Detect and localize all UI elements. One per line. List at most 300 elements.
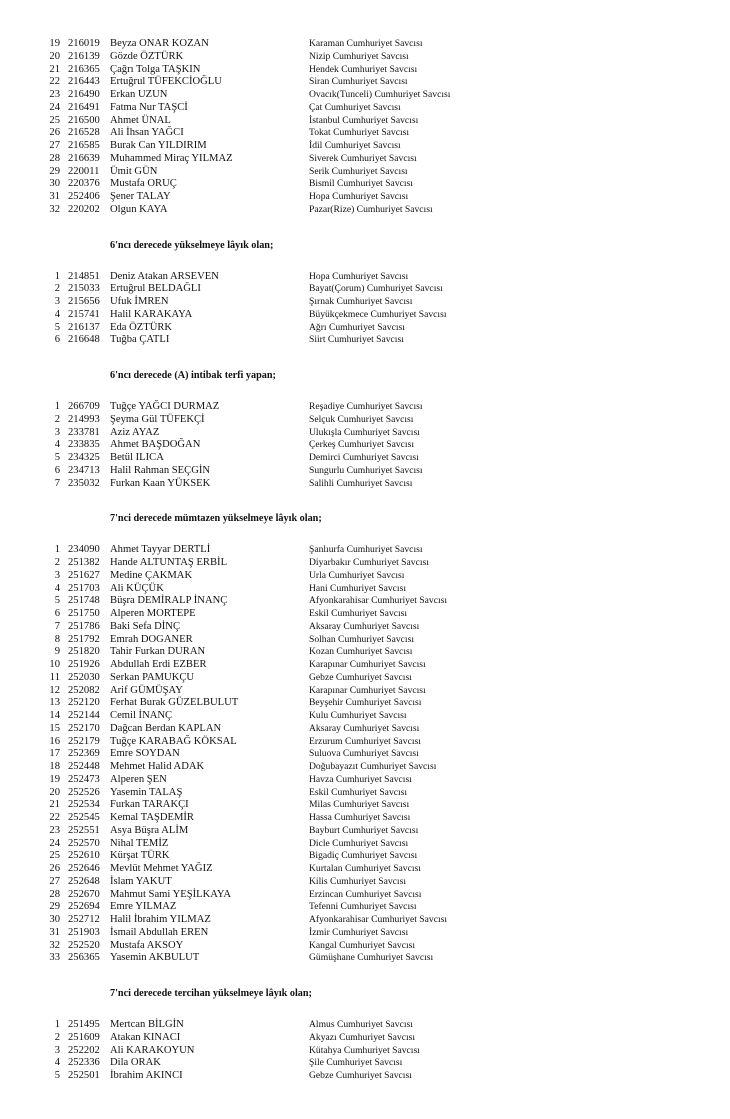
post-title: Aksaray Cumhuriyet Savcısı	[309, 620, 420, 632]
registry-number: 214993	[68, 413, 100, 425]
table-row	[0, 850, 730, 863]
person-name: Hande ALTUNTAŞ ERBİL	[110, 557, 228, 568]
post-title: Ağrı Cumhuriyet Savcısı	[309, 321, 405, 333]
row-number: 6	[54, 464, 60, 476]
post-title: Tokat Cumhuriyet Savcısı	[309, 127, 410, 139]
row-number: 3	[54, 1044, 60, 1056]
post-title: Pazar(Rize) Cumhuriyet Savcısı	[309, 203, 433, 215]
registry-number: 252610	[68, 850, 100, 862]
registry-number: 220011	[68, 165, 100, 177]
person-name: Tuğçe YAĞCI DURMAZ	[110, 401, 220, 412]
person-name: Emre SOYDAN	[110, 748, 180, 760]
post-title: Serik Cumhuriyet Savcısı	[309, 165, 408, 177]
registry-number: 251926	[68, 659, 100, 670]
table-row	[0, 787, 730, 800]
post-title: Karapınar Cumhuriyet Savcısı	[309, 684, 426, 696]
row-number: 21	[49, 63, 60, 75]
post-title: Siran Cumhuriyet Savcısı	[309, 76, 408, 88]
registry-number: 251382	[68, 557, 100, 568]
registry-number: 216528	[68, 127, 100, 139]
post-title: Beyşehir Cumhuriyet Savcısı	[309, 697, 422, 709]
registry-number: 266709	[68, 401, 100, 412]
table-row	[0, 570, 730, 583]
table-row	[0, 178, 730, 191]
section-3	[0, 490, 730, 965]
registry-number: 252473	[68, 773, 100, 785]
person-name: Halil Rahman SEÇGİN	[110, 464, 211, 476]
table-row	[0, 889, 730, 902]
section-heading: 7'nci derecede tercihan yükselmeye lâyık olan;	[110, 988, 312, 999]
person-name: İsmail Abdullah EREN	[110, 926, 209, 938]
row-number: 5	[54, 595, 60, 607]
registry-number: 220202	[68, 203, 100, 215]
person-name: Çağrı Tolga TAŞKIN	[110, 63, 201, 75]
post-title: Doğubayazıt Cumhuriyet Savcısı	[309, 761, 437, 772]
person-name: Kemal TAŞDEMİR	[110, 812, 194, 823]
table-row	[0, 659, 730, 672]
registry-number: 252030	[68, 671, 100, 683]
post-title: Çat Cumhuriyet Savcısı	[309, 101, 401, 113]
row-number: 2	[54, 283, 60, 295]
person-name: Abdullah Erdi EZBER	[110, 659, 207, 670]
table-row	[0, 296, 730, 309]
registry-number: 251495	[68, 1019, 100, 1030]
registry-number: 215033	[68, 283, 100, 295]
table-row	[0, 608, 730, 621]
table-row	[0, 38, 730, 51]
row-number: 6	[54, 334, 60, 346]
person-name: Gözde ÖZTÜRK	[110, 50, 184, 62]
row-number: 26	[49, 863, 60, 874]
row-number: 22	[49, 76, 60, 88]
post-title: Solhan Cumhuriyet Savcısı	[309, 633, 414, 645]
registry-number: 252336	[68, 1057, 100, 1069]
post-title: Hani Cumhuriyet Savcısı	[309, 582, 406, 594]
table-row	[0, 309, 730, 322]
row-number: 32	[49, 203, 60, 215]
person-name: Ümit GÜN	[110, 165, 158, 177]
table-row	[0, 166, 730, 179]
post-title: Havza Cumhuriyet Savcısı	[309, 773, 412, 785]
post-title: Bayburt Cumhuriyet Savcısı	[309, 824, 419, 836]
registry-number: 251703	[68, 582, 100, 594]
registry-number: 252082	[68, 684, 100, 696]
person-name: Beyza ONAR KOZAN	[110, 38, 209, 49]
table-row	[0, 401, 730, 414]
row-number: 27	[49, 140, 60, 151]
post-title: Gebze Cumhuriyet Savcısı	[309, 671, 412, 683]
person-name: Baki Sefa DİNÇ	[110, 620, 181, 632]
registry-number: 234090	[68, 544, 100, 556]
person-name: Aziz AYAZ	[110, 426, 160, 438]
person-name: Cemil İNANÇ	[110, 710, 173, 721]
post-title: Selçuk Cumhuriyet Savcısı	[309, 413, 414, 425]
row-number: 8	[54, 633, 60, 645]
table-row	[0, 1070, 730, 1083]
table-row	[0, 1032, 730, 1045]
row-number: 1	[54, 401, 60, 412]
post-title: Sungurlu Cumhuriyet Savcısı	[309, 464, 423, 476]
table-row	[0, 914, 730, 927]
post-title: Kangal Cumhuriyet Savcısı	[309, 939, 416, 951]
person-name: Halil KARAKAYA	[110, 308, 193, 320]
registry-number: 233835	[68, 439, 100, 451]
table-row	[0, 812, 730, 825]
row-number: 4	[54, 1057, 60, 1069]
registry-number: 251786	[68, 620, 100, 632]
table-row	[0, 544, 730, 557]
person-name: Ferhat Burak GÜZELBULUT	[110, 697, 239, 709]
table-row	[0, 557, 730, 570]
row-number: 32	[49, 939, 60, 951]
table-row	[0, 901, 730, 914]
person-name: Ufuk İMREN	[110, 296, 169, 307]
table-row	[0, 334, 730, 347]
person-name: Şener TALAY	[110, 191, 171, 202]
person-name: Mehmet Halid ADAK	[110, 761, 205, 772]
row-number: 15	[49, 722, 60, 734]
post-title: Kütahya Cumhuriyet Savcısı	[309, 1044, 420, 1056]
row-number: 24	[49, 101, 60, 113]
post-title: Ulukışla Cumhuriyet Savcısı	[309, 426, 420, 438]
table-row	[0, 1045, 730, 1058]
row-number: 29	[49, 901, 60, 913]
person-name: Dağcan Berdan KAPLAN	[110, 722, 222, 734]
table-row	[0, 634, 730, 647]
row-number: 3	[54, 296, 60, 307]
row-number: 11	[49, 671, 60, 683]
person-name: Ertuğrul TÜFEKCİOĞLU	[110, 76, 222, 88]
post-title: Eskil Cumhuriyet Savcısı	[309, 786, 408, 798]
post-title: Demirci Cumhuriyet Savcısı	[309, 452, 419, 463]
registry-number: 252712	[68, 914, 100, 925]
person-name: Arif GÜMÜŞAY	[110, 684, 183, 696]
post-title: Şile Cumhuriyet Savcısı	[309, 1057, 403, 1069]
post-title: İdil Cumhuriyet Savcısı	[309, 140, 401, 151]
person-name: Mustafa ORUÇ	[110, 178, 177, 190]
table-row	[0, 140, 730, 153]
person-name: Nihal TEMİZ	[110, 837, 169, 849]
table-row	[0, 439, 730, 452]
post-title: Tefenni Cumhuriyet Savcısı	[309, 901, 417, 913]
post-title: Bismil Cumhuriyet Savcısı	[309, 178, 413, 190]
registry-number: 216648	[68, 334, 100, 346]
row-number: 29	[49, 165, 60, 177]
post-title: Diyarbakır Cumhuriyet Savcısı	[309, 557, 429, 568]
registry-number: 251750	[68, 608, 100, 619]
person-name: Muhammed Miraç YILMAZ	[110, 152, 233, 164]
registry-number: 216365	[68, 63, 100, 75]
table-row	[0, 64, 730, 77]
row-number: 1	[54, 270, 60, 282]
row-number: 19	[49, 38, 60, 49]
section-0	[0, 38, 730, 217]
table-row	[0, 825, 730, 838]
person-name: Mustafa AKSOY	[110, 939, 184, 951]
post-title: Hopa Cumhuriyet Savcısı	[309, 270, 409, 282]
person-name: Ahmet Tayyar DERTLİ	[110, 544, 211, 556]
row-number: 24	[49, 837, 60, 849]
post-title: Siverek Cumhuriyet Savcısı	[309, 152, 417, 164]
post-title: Eskil Cumhuriyet Savcısı	[309, 608, 408, 619]
registry-number: 252369	[68, 748, 100, 760]
post-title: Afyonkarahisar Cumhuriyet Savcısı	[309, 595, 448, 607]
section-heading: 6'ncı derecede yükselmeye lâyık olan;	[110, 239, 274, 251]
registry-number: 252170	[68, 722, 100, 734]
person-name: Ahmet ÜNAL	[110, 114, 171, 126]
post-title: Milas Cumhuriyet Savcısı	[309, 799, 410, 811]
row-number: 7	[54, 620, 60, 632]
row-number: 4	[54, 308, 60, 320]
table-row	[0, 927, 730, 940]
registry-number: 234325	[68, 452, 100, 463]
table-row	[0, 283, 730, 296]
post-title: Şırnak Cumhuriyet Savcısı	[309, 296, 413, 307]
registry-number: 252534	[68, 799, 100, 811]
table-row	[0, 271, 730, 284]
person-name: Tahir Furkan DURAN	[110, 646, 206, 658]
registry-number: 216500	[68, 114, 100, 126]
person-name: Büşra DEMİRALP İNANÇ	[110, 595, 228, 607]
row-number: 25	[49, 114, 60, 126]
section-heading: 6'ncı derecede (A) intibak terfi yapan;	[110, 370, 276, 381]
row-number: 22	[49, 812, 60, 823]
section-1	[0, 217, 730, 348]
post-title: Ovacık(Tunceli) Cumhuriyet Savcısı	[309, 89, 451, 100]
person-name: Mevlüt Mehmet YAĞIZ	[110, 863, 213, 874]
row-number: 27	[49, 875, 60, 887]
table-row	[0, 478, 730, 491]
row-number: 30	[49, 914, 60, 925]
table-row	[0, 621, 730, 634]
row-number: 28	[49, 888, 60, 900]
registry-number: 252648	[68, 875, 100, 887]
post-title: İzmir Cumhuriyet Savcısı	[309, 926, 409, 938]
table-row	[0, 595, 730, 608]
person-name: İslam YAKUT	[110, 875, 172, 887]
post-title: Aksaray Cumhuriyet Savcısı	[309, 722, 420, 734]
row-number: 9	[54, 646, 60, 658]
person-name: Deniz Atakan ARSEVEN	[110, 270, 219, 282]
registry-number: 252646	[68, 863, 100, 874]
table-row	[0, 1057, 730, 1070]
table-row	[0, 102, 730, 115]
registry-number: 251820	[68, 646, 100, 658]
person-name: Alperen ŞEN	[110, 773, 167, 785]
table-row	[0, 465, 730, 478]
row-number: 12	[49, 684, 60, 696]
row-number: 5	[54, 452, 60, 463]
row-number: 17	[49, 748, 60, 760]
person-name: Serkan PAMUKÇU	[110, 671, 195, 683]
post-title: Bigadiç Cumhuriyet Savcısı	[309, 850, 418, 862]
post-title: Gebze Cumhuriyet Savcısı	[309, 1070, 412, 1081]
table-row	[0, 89, 730, 102]
registry-number: 251792	[68, 633, 100, 645]
person-name: Şeyma Gül TÜFEKÇİ	[110, 413, 205, 425]
table-row	[0, 76, 730, 89]
person-name: Tuğçe KARABAĞ KÖKSAL	[110, 735, 237, 747]
post-title: Nizip Cumhuriyet Savcısı	[309, 50, 409, 62]
person-name: Betül ILICA	[110, 452, 164, 463]
row-number: 6	[54, 608, 60, 619]
table-row	[0, 452, 730, 465]
registry-number: 216137	[68, 321, 100, 333]
registry-number: 252526	[68, 786, 100, 798]
table-row	[0, 1019, 730, 1032]
person-name: Yasemin TALAŞ	[110, 786, 183, 798]
registry-number: 252694	[68, 901, 100, 913]
row-number: 31	[49, 191, 60, 202]
row-number: 14	[49, 710, 60, 721]
table-row	[0, 646, 730, 659]
row-number: 19	[49, 773, 60, 785]
person-name: Erkan UZUN	[110, 89, 168, 100]
person-name: Burak Can YILDIRIM	[110, 140, 207, 151]
person-name: Ali İhsan YAĞCI	[110, 127, 184, 139]
registry-number: 252670	[68, 888, 100, 900]
post-title: Urla Cumhuriyet Savcısı	[309, 569, 405, 581]
registry-number: 251903	[68, 926, 100, 938]
table-row	[0, 115, 730, 128]
person-name: Yasemin AKBULUT	[110, 952, 200, 964]
registry-number: 252520	[68, 939, 100, 951]
row-number: 16	[49, 735, 60, 747]
post-title: Dicle Cumhuriyet Savcısı	[309, 837, 409, 849]
person-name: Ertuğrul BELDAĞLI	[110, 283, 201, 295]
table-row	[0, 863, 730, 876]
post-title: Suluova Cumhuriyet Savcısı	[309, 748, 419, 760]
row-number: 4	[54, 439, 60, 451]
person-name: Asya Büşra ALİM	[110, 824, 189, 836]
post-title: Erzurum Cumhuriyet Savcısı	[309, 735, 421, 747]
row-number: 21	[49, 799, 60, 811]
person-name: Ahmet BAŞDOĞAN	[110, 439, 201, 451]
person-name: Fatma Nur TAŞCİ	[110, 101, 188, 113]
post-title: Şanlıurfa Cumhuriyet Savcısı	[309, 544, 423, 556]
registry-number: 252202	[68, 1044, 100, 1056]
table-row	[0, 952, 730, 965]
registry-number: 251748	[68, 595, 100, 607]
registry-number: 252501	[68, 1070, 100, 1081]
registry-number: 220376	[68, 178, 100, 190]
registry-number: 252406	[68, 191, 100, 202]
section-4	[0, 965, 730, 1083]
table-row	[0, 153, 730, 166]
person-name: Eda ÖZTÜRK	[110, 321, 173, 333]
person-name: Ali KÜÇÜK	[110, 582, 164, 594]
registry-number: 216443	[68, 76, 100, 88]
post-title: Hassa Cumhuriyet Savcısı	[309, 812, 411, 823]
registry-number: 251627	[68, 569, 100, 581]
person-name: Mahmut Sami YEŞİLKAYA	[110, 888, 232, 900]
person-name: Emrah DOGANER	[110, 633, 193, 645]
registry-number: 252448	[68, 761, 100, 772]
table-row	[0, 710, 730, 723]
registry-number: 216491	[68, 101, 100, 113]
row-number: 31	[49, 926, 60, 938]
person-name: Furkan TARAKÇI	[110, 799, 189, 811]
person-name: Emre YILMAZ	[110, 901, 177, 913]
post-title: Salihli Cumhuriyet Savcısı	[309, 477, 413, 489]
post-title: Siirt Cumhuriyet Savcısı	[309, 334, 404, 346]
registry-number: 251609	[68, 1031, 100, 1043]
person-name: Medine ÇAKMAK	[110, 569, 193, 581]
post-title: Bayat(Çorum) Cumhuriyet Savcısı	[309, 283, 443, 295]
post-title: Büyükçekmece Cumhuriyet Savcısı	[309, 308, 447, 320]
registry-number: 215741	[68, 308, 100, 320]
table-row	[0, 427, 730, 440]
registry-number: 235032	[68, 477, 100, 489]
row-number: 4	[54, 582, 60, 594]
row-number: 1	[54, 544, 60, 556]
row-number: 13	[49, 697, 60, 709]
section-heading: 7'nci derecede mümtazen yükselmeye lâyık olan;	[110, 513, 322, 525]
person-name: Kürşat TÜRK	[110, 850, 170, 862]
person-name: Olgun KAYA	[110, 203, 168, 215]
row-number: 23	[49, 89, 60, 100]
person-name: Tuğba ÇATLI	[110, 334, 170, 346]
registry-number: 216019	[68, 38, 100, 49]
table-row	[0, 838, 730, 851]
registry-number: 216585	[68, 140, 100, 151]
post-title: Karaman Cumhuriyet Savcısı	[309, 38, 423, 49]
registry-number: 234713	[68, 464, 100, 476]
table-row	[0, 191, 730, 204]
registry-number: 252120	[68, 697, 100, 709]
row-number: 7	[54, 477, 60, 489]
row-number: 25	[49, 850, 60, 862]
registry-number: 216139	[68, 50, 100, 62]
table-row	[0, 748, 730, 761]
person-name: Dila ORAK	[110, 1057, 161, 1069]
table-row	[0, 322, 730, 335]
person-name: Ali KARAKOYUN	[110, 1044, 195, 1056]
registry-number: 215656	[68, 296, 100, 307]
table-row	[0, 736, 730, 749]
table-row	[0, 51, 730, 64]
table-row	[0, 414, 730, 427]
row-number: 33	[49, 952, 60, 964]
row-number: 23	[49, 824, 60, 836]
post-title: Kilis Cumhuriyet Savcısı	[309, 875, 407, 887]
row-number: 20	[49, 786, 60, 798]
registry-number: 256365	[68, 952, 100, 964]
post-title: Afyonkarahisar Cumhuriyet Savcısı	[309, 914, 448, 925]
registry-number: 252570	[68, 837, 100, 849]
post-title: Hopa Cumhuriyet Savcısı	[309, 191, 409, 202]
registry-number: 214851	[68, 270, 100, 282]
post-title: Reşadiye Cumhuriyet Savcısı	[309, 401, 423, 412]
row-number: 3	[54, 426, 60, 438]
table-row	[0, 940, 730, 953]
person-name: Mertcan BİLGİN	[110, 1019, 184, 1030]
post-title: Erzincan Cumhuriyet Savcısı	[309, 888, 422, 900]
post-title: Hendek Cumhuriyet Savcısı	[309, 63, 418, 75]
table-row	[0, 697, 730, 710]
row-number: 5	[54, 1070, 60, 1081]
person-name: İbrahim AKINCI	[110, 1070, 183, 1081]
table-row	[0, 127, 730, 140]
post-title: İstanbul Cumhuriyet Savcısı	[309, 114, 419, 126]
registry-number: 252179	[68, 735, 100, 747]
post-title: Kulu Cumhuriyet Savcısı	[309, 710, 407, 721]
table-row	[0, 876, 730, 889]
table-row	[0, 761, 730, 774]
row-number: 2	[54, 1031, 60, 1043]
table-row	[0, 774, 730, 787]
post-title: Karapınar Cumhuriyet Savcısı	[309, 659, 426, 670]
